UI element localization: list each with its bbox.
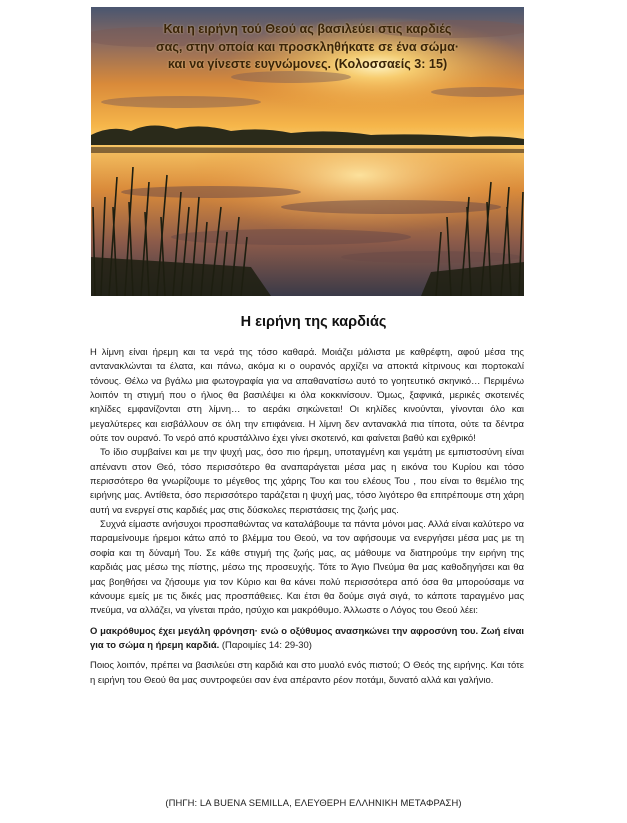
quote-reference: (Παροιμίες 14: 29-30)	[221, 639, 312, 651]
paragraph-3: Συχνά είμαστε ανήσυχοι προσπαθώντας να καταλάβουμε τα πάντα μόνοι μας. Αλλά είναι καλύτερο να παραμείνουμε ήρεμοι κάτω από το βλέμμα του Θεού, να τον αφήσουμε να ενεργήσει μέσα μας με τη σοφία και τη δύναμή Του. Σε κάθε στιγμή της ζωής μας, ας μάθουμε να διατηρούμε την ειρήνη της καρδιάς μας μέσω της πίστης, μέσω της προσευχής. Τότε το Άγιο Πνεύμα θα μας καθοδηγήσει και θα μας βοηθήσει να ζήσουμε για τον Κύριο και θα κάνει πολύ περισσότερα από όσα θα μπορούσαμε να κάνουμε εμείς με τις δικές μας προσπάθειες. Και έτσι θα δούμε σιγά σιγά, το κάποτε ταραγμένο μας πνεύμα, να αλλάζει, να γίνεται πράο, ησύχιο και μακρόθυμο. Άλλωστε ο Λόγος του Θεού λέει:	[90, 519, 524, 617]
bible-verse-overlay	[91, 21, 524, 74]
article-title: Η ειρήνη της καρδιάς	[240, 314, 387, 330]
source-credit: (ΠΗΓΗ: LA BUENA SEMILLA, ΕΛΕΥΘΕΡΗ ΕΛΛΗΝΙΚΗ ΜΕΤΑΦΡΑΣΗ)	[165, 797, 462, 808]
verse-line: και να γίνεστε ευγνώμονες. (Κολοσσαείς 3: 15)	[167, 57, 448, 71]
sunset-lake-photo	[91, 7, 524, 296]
paragraph-1: Η λίμνη είναι ήρεμη και τα νερά της τόσο καθαρά. Μοιάζει μάλιστα με καθρέφτη, αφού μέσα της αντανακλώνται τα έλατα, και πάνω, ακόμα κι ο ουρανός αρχίζει να αποκτά κίτρινους και πορτοκαλί τόνους. Θέλω να βγάλω μια φωτογραφία για να απαθανατίσω αυτό το γοητευτικό σκηνικό… Περιμένω λοιπόν τη στιγμή που ο ήλιος θα βασιλέψει κι όλα κοκκινίσουν. Όμως, ξαφνικά, μερικές σκοτεινές κηλίδες εμφανίζονται στη λίμνη… το αεράκι σηκώνεται! Οι κηλίδες κινούνται, γίνονται όλο και μεγαλύτερες και εισβάλλουν σε όλη την επιφάνεια. Η λίμνη δεν αντανακλά πια τίποτα, ούτε τα δέντρα ούτε τον ουρανό. Το νερό από κρυστάλλινο έχει γίνει σκοτεινό, και φαίνεται βαθύ και εχθρικό!	[90, 347, 524, 445]
quote-text: Ο μακρόθυμος έχει μεγάλη φρόνηση· ενώ ο οξύθυμος ανασηκώνει την αφροσύνη του. Ζωή είναι για το σώμα η ήρεμη καρδιά.	[90, 625, 524, 651]
scripture-quote	[90, 625, 524, 654]
verse-line: σας, στην οποία και προσκληθήκατε σε ένα σώμα·	[155, 39, 460, 54]
article-body	[90, 346, 524, 688]
verse-line: Και η ειρήνη τού Θεού ας βασιλεύει στις καρδιές	[163, 22, 452, 36]
paragraph-4: Ποιος λοιπόν, πρέπει να βασιλεύει στη καρδιά και στο μυαλό ενός πιστού; Ο Θεός της ειρήνης. Και τότε η ειρήνη του Θεού θα μας συντροφεύει σαν ένα απέραντο ρέον ποτάμι, δυνατό αλλά και γαλήνιο.	[90, 660, 524, 686]
paragraph-2: Το ίδιο συμβαίνει και με την ψυχή μας, όσο πιο ήρεμη, υποταγμένη και γεμάτη με εμπιστοσύνη είναι απέναντι στον Θεό, τόσο περισσότερο θα αναπαράγεται μέσα μας η εικόνα του Κυρίου και τόσο περισσότερο θα γνωρίζουμε το μέγεθος της χάρης Του και του ελέους Του , που είναι το θεμέλιο της ειρήνης μας. Αντίθετα, όσο περισσότερο ταράζεται η ψυχή μας, τόσο λιγότερο θα επιτρέπουμε στη χάρη αυτή να ενεργεί στις καρδιές μας στις δύσκολες περιστάσεις της ζωής μας.	[90, 447, 524, 516]
